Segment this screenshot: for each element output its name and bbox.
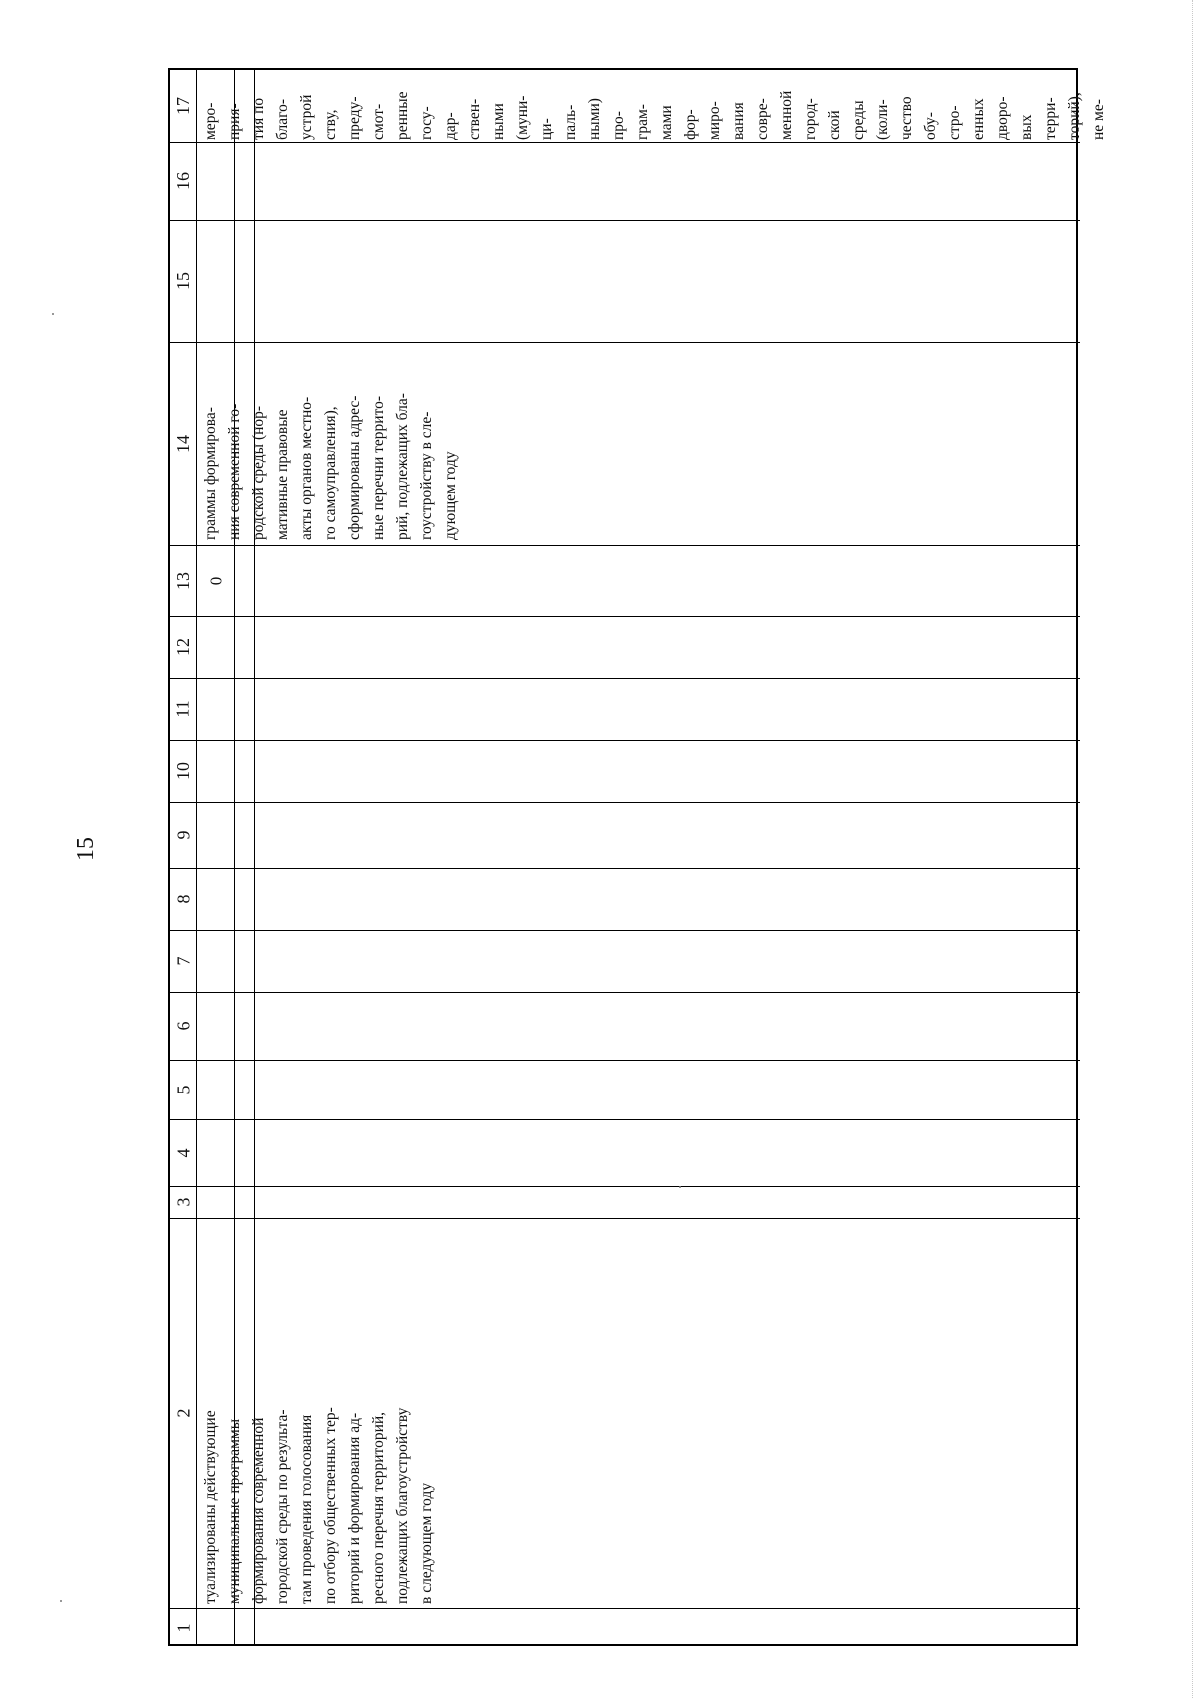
column-number-13: 13 — [173, 571, 193, 590]
column-divider — [170, 142, 1080, 143]
column-divider — [170, 1608, 1080, 1609]
cell-col14-text: граммы формирова- ния современной го- родской среды (нор- мативные правовые акты органов местно- го самоуправления), сформированы адрес- ные перечни террито- рий, подлежащих бла- гоустройству в сле- дующем году — [202, 393, 459, 540]
column-divider — [170, 802, 1080, 803]
column-divider — [170, 545, 1080, 546]
column-number-7: 7 — [173, 956, 193, 966]
column-divider — [170, 678, 1080, 679]
column-divider — [170, 616, 1080, 617]
header-separator — [196, 70, 197, 1644]
scan-edge-line — [1192, 0, 1194, 1698]
column-number-16: 16 — [173, 172, 193, 190]
column-number-9: 9 — [173, 830, 193, 840]
column-divider — [170, 1218, 1080, 1219]
column-number-17: 17 — [173, 97, 193, 115]
column-divider — [170, 868, 1080, 869]
column-number-3: 3 — [173, 1197, 193, 1207]
column-number-5: 5 — [173, 1085, 193, 1094]
column-divider — [170, 1060, 1080, 1061]
column-number-4: 4 — [173, 1148, 193, 1157]
column-divider — [170, 1119, 1080, 1120]
column-number-2: 2 — [173, 1408, 193, 1418]
scan-speck — [52, 313, 54, 315]
column-divider — [170, 740, 1080, 741]
column-number-6: 6 — [173, 1021, 193, 1031]
column-number-12: 12 — [173, 638, 193, 656]
cell-col13-value: 0 — [206, 576, 226, 586]
column-divider — [170, 930, 1080, 931]
column-number-14: 14 — [173, 434, 193, 453]
cell-col2-text: туализированы действующие муниципальные программы формирования современной городской среды по результа- там проведения голосования по отбору общественных тер- риторий и формирования ад- ресного перечня территорий, подлежащих благоустройству в следующем году — [202, 1407, 435, 1604]
cell-col17-text: меро- прия- тия по благо- устрой ству, преду- смот- ренные госу- дар- ствен- ными (муни- ци- паль- ными) про- грам- мами фор- миро- вания совре- менной город- ской среды (коли- чество обу- стро- енных дворо- вых терри- торий), не ме- — [202, 90, 1107, 140]
column-number-15: 15 — [173, 272, 193, 290]
page-number: 15 — [73, 837, 99, 861]
column-number-8: 8 — [173, 894, 193, 904]
column-divider — [170, 1186, 1080, 1187]
column-number-10: 10 — [173, 762, 193, 780]
scan-speck — [60, 1600, 62, 1602]
column-divider — [170, 342, 1080, 343]
column-number-11: 11 — [173, 700, 193, 718]
column-number-1: 1 — [173, 1623, 193, 1633]
column-divider — [170, 220, 1080, 221]
rotated-table — [168, 68, 1107, 1646]
column-divider — [170, 992, 1080, 993]
scan-speck — [679, 1186, 681, 1188]
